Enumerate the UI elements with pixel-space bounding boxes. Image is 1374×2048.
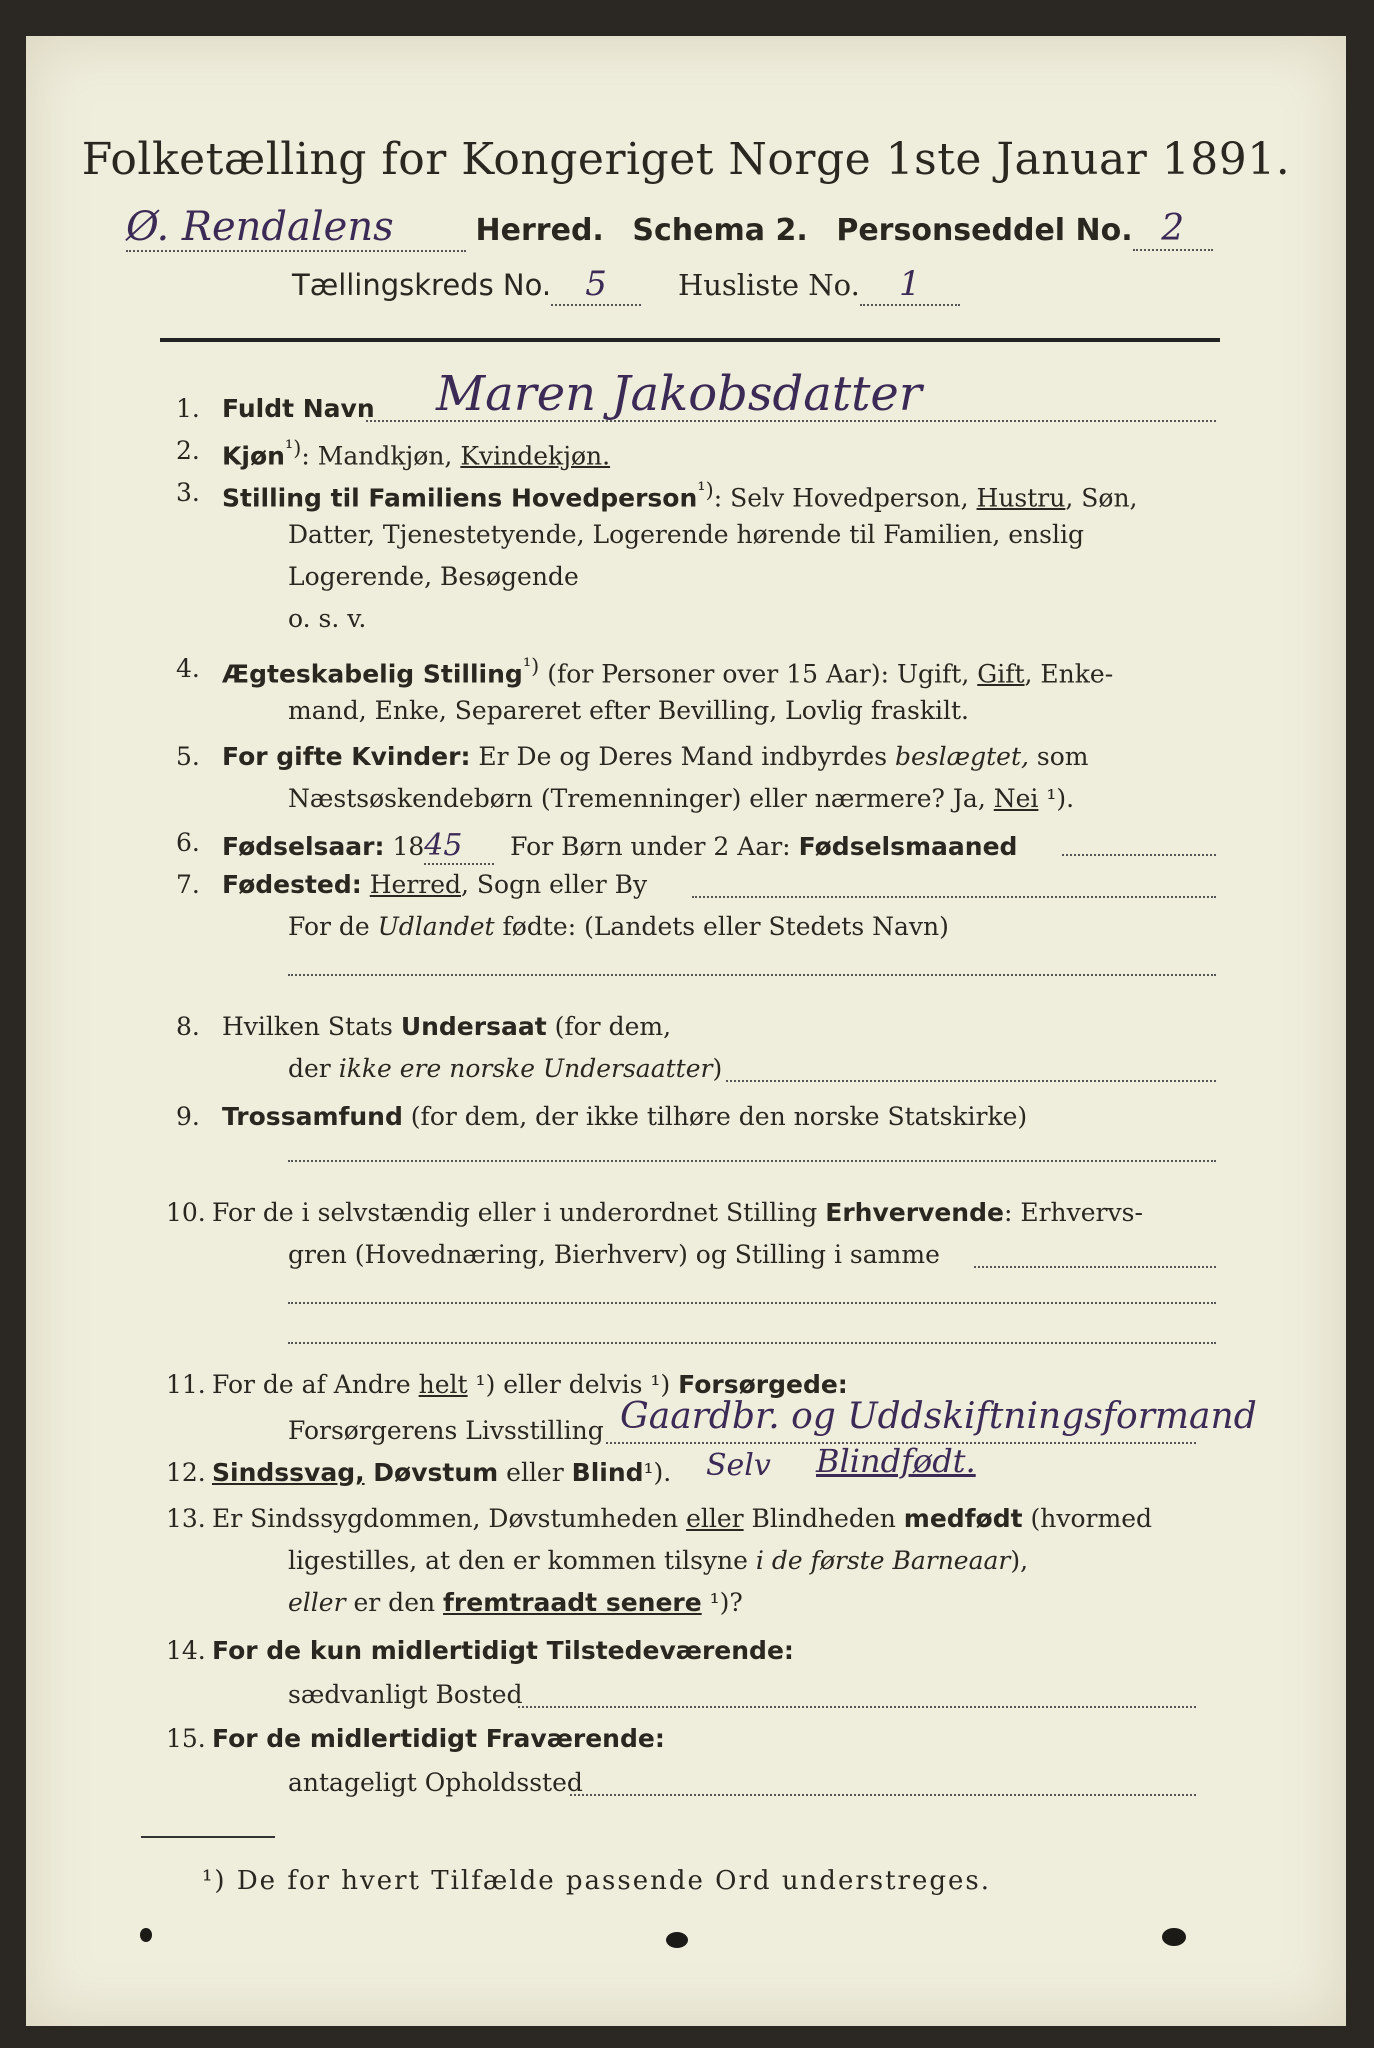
q11-underlined: helt [418,1370,468,1399]
herred-row [126,204,1213,252]
header-divider [160,338,1220,342]
q13-line3 [288,1588,743,1617]
q8-line2 [288,1054,722,1083]
personseddel-label: Personseddel No. [836,213,1133,248]
q2-number: 2. [176,436,200,465]
q15-row [212,1724,665,1753]
q6-row [222,828,1017,865]
q3-text-a: : Selv Hovedperson, [713,483,977,513]
q2-underlined: Kvindekjøn. [460,441,611,471]
q13-number: 13. [166,1504,206,1533]
q10-number: 10. [166,1198,206,1227]
q3-sup: ¹) [697,478,714,502]
q13-line3-italic: eller [288,1588,346,1617]
q7-line2 [288,912,949,941]
q10-label: Erhvervende [825,1198,1004,1227]
q6-label2: Fødselsmaaned [798,832,1018,861]
q11-text-a: For de af Andre [212,1370,419,1399]
q9-dotline [288,1160,1216,1162]
q13-row [212,1504,1152,1533]
q7-row [222,870,647,899]
q8-number: 8. [176,1012,200,1041]
q10-dotline-3 [288,1342,1216,1344]
q1-number: 1. [176,394,200,423]
q12-underlined: Sindssvag, [212,1458,365,1487]
q4-line2: mand, Enke, Separeret efter Bevilling, Lovlig fraskilt. [288,696,969,725]
q11-line2: Forsørgerens Livsstilling [288,1416,604,1445]
q3-line3: Logerende, Besøgende [288,562,579,591]
q7-text: , Sogn eller By [461,870,648,899]
q6-label: Fødselsaar: [222,832,385,861]
q5-line2-a: Næstsøskendebørn (Tremenninger) eller nærmere? Ja, [288,784,994,813]
q14-dotline [518,1706,1196,1708]
q3-underlined: Hustru [976,483,1066,513]
q7-label: Fødested: [222,870,362,899]
ink-blot [1162,1928,1186,1946]
q8-text-a: Hvilken Stats [222,1012,401,1041]
census-form-page [26,36,1346,2026]
q10-line2: gren (Hovednæring, Bierhverv) og Stilling i samme [288,1240,940,1269]
q13-line1-b: Blindheden [743,1504,904,1533]
q4-number: 4. [176,654,200,683]
q1-dotline [366,420,1216,422]
q5-line2-b: ¹). [1038,784,1075,813]
q12-text: eller [498,1458,572,1487]
husliste-number: 1 [860,264,960,306]
q8-line2-a: der [288,1054,339,1083]
footnote: ¹) De for hvert Tilfælde passende Ord understreges. [202,1866,992,1896]
q15-line2: antageligt Opholdssted [288,1768,583,1797]
q11-text-b: ¹) eller delvis ¹) [467,1370,679,1399]
q7-number: 7. [176,870,200,899]
q9-label: Trossamfund [222,1102,403,1131]
q7-dotline-2 [288,974,1216,976]
q3-line2: Datter, Tjenestetyende, Logerende hørende til Familien, enslig [288,520,1085,549]
q12-row [212,1458,671,1487]
kreds-number: 5 [551,264,641,306]
q4-text-a: (for Personer over 15 Aar): Ugift, [539,659,978,689]
q13-label: medfødt [903,1504,1023,1533]
q7-italic: Udlandet [377,912,495,941]
husliste-label: Husliste No. [677,268,860,302]
q5-label: For gifte Kvinder: [222,742,471,771]
ink-blot [666,1932,688,1948]
q14-row [212,1636,794,1665]
q4-text-b: , Enke- [1024,659,1114,689]
q13-label2: fremtraadt senere [443,1588,702,1617]
q8-line2-b: ) [712,1054,723,1083]
q1-row [222,394,375,423]
q3-number: 3. [176,478,200,507]
q5-underlined: Nei [993,784,1039,813]
q7-line2-b: fødte: (Landets eller Stedets Navn) [494,912,949,941]
form-title: Folketælling for Kongeriget Norge 1ste Januar 1891. [81,134,1291,185]
footnote-rule [141,1836,275,1838]
q8-italic: ikke ere norske Undersaatter [338,1054,713,1083]
q10-dotline [974,1266,1216,1268]
q14-label: For de kun midlertidigt Tilstedeværende: [212,1636,794,1665]
q1-label: Fuldt Navn [222,394,375,423]
q4-underlined: Gift [977,659,1025,689]
q12-value-a: Selv [706,1448,771,1483]
q2-sup: ¹) [284,436,302,460]
q8-text-b: (for dem, [546,1012,672,1041]
q12-sup: ¹). [643,1458,672,1487]
q5-number: 5. [176,742,200,771]
q5-line2 [288,784,1074,813]
q12-number: 12. [166,1458,206,1487]
personseddel-number: 2 [1133,208,1213,251]
q11-label: Forsørgede: [678,1370,848,1399]
schema-label: Schema 2. [632,213,808,248]
q13-line1-a: Er Sindssygdommen, Døvstumheden [212,1504,687,1533]
q13-underlined: eller [686,1504,744,1533]
q14-line2: sædvanligt Bosted [288,1680,523,1709]
q13-line3-a: er den [345,1588,444,1617]
q6-dotline [1062,854,1216,856]
q5-text-a: Er De og Deres Mand indbyrdes [470,742,895,771]
q10-dotline-2 [288,1302,1216,1304]
q10-row [212,1198,1143,1227]
q9-number: 9. [176,1102,200,1131]
q10-text-b: : Erhvervs- [1003,1198,1143,1227]
q15-number: 15. [166,1724,206,1753]
q12-label2: Blind [571,1458,644,1487]
q2-text: : Mandkjøn, [301,441,461,471]
q6-number: 6. [176,828,200,857]
q11-value: Gaardbr. og Uddskiftningsformand [620,1396,1257,1437]
q5-row [222,742,1089,771]
q3-text-b: , Søn, [1065,483,1138,513]
kreds-label: Tællingskreds No. [292,268,552,302]
ink-blot [140,1928,152,1942]
q15-label: For de midlertidigt Fraværende: [212,1724,665,1753]
q4-row [222,654,1113,688]
q11-row [212,1370,848,1399]
q7-dotline [692,896,1216,898]
q5-text-b: som [1028,742,1089,771]
q4-sup: ¹) [522,654,540,678]
q3-label: Stilling til Familiens Hovedperson [222,483,698,513]
q2-row [222,436,610,470]
q3-row [222,478,1138,512]
q6-prefix: 18 [384,832,425,861]
q8-dotline [726,1080,1216,1082]
q3-line4: o. s. v. [288,604,367,633]
q14-number: 14. [166,1636,206,1665]
q6-value: 45 [424,828,494,865]
q9-text: (for dem, der ikke tilhøre den norske Statskirke) [402,1102,1028,1131]
q2-label: Kjøn [222,441,285,471]
q13-line3-b: ¹)? [701,1588,743,1617]
q8-row [222,1012,671,1041]
herred-value: Ø. Rendalens [126,204,466,252]
q15-dotline [570,1794,1196,1796]
q13-line2-b: ), [1010,1546,1029,1575]
q13-italic: i de første Barneaar [755,1546,1011,1575]
q12-value-b: Blindfødt. [816,1442,976,1480]
q13-line2-a: ligestilles, at den er kommen tilsyne [288,1546,756,1575]
q8-label: Undersaat [400,1012,547,1041]
q7-line2-a: For de [288,912,378,941]
kreds-row [292,264,960,306]
q1-value: Maren Jakobsdatter [436,366,922,422]
q6-text: For Børn under 2 Aar: [510,832,799,861]
q7-underlined: Herred [369,870,462,899]
q10-text-a: For de i selvstændig eller i underordnet Stilling [212,1198,826,1227]
q4-label: Ægteskabelig Stilling [222,659,523,689]
herred-label: Herred. [475,213,604,248]
q13-line2 [288,1546,1028,1575]
q13-line1-c: (hvormed [1022,1504,1153,1533]
q9-row [222,1102,1027,1131]
q11-number: 11. [166,1370,206,1399]
q5-italic: beslægtet, [895,742,1029,771]
q12-label: Døvstum [364,1458,499,1487]
